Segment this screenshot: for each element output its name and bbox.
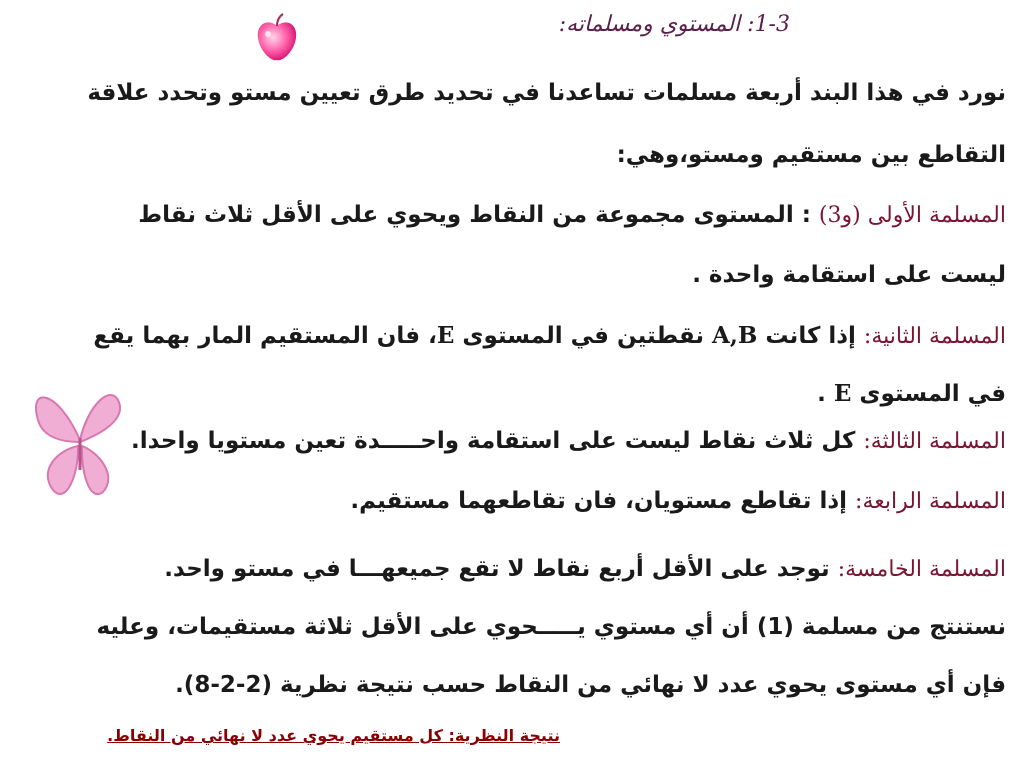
postulate-2-text-b: نقطتين في المستوى <box>454 323 713 349</box>
intro-line-1: نورد في هذا البند أربعة مسلمات تساعدنا في تحديد طرق تعيين مستو وتحدد علاقة <box>87 80 1006 106</box>
postulate-1-label: المسلمة الأولى (و3) <box>818 203 1006 228</box>
postulate-5 <box>164 556 1006 582</box>
postulate-2 <box>93 322 1006 349</box>
postulate-4-text: إذا تقاطع مستويان، فان تقاطعهما مستقيم. <box>350 488 856 514</box>
postulate-3-label: المسلمة الثالثة: <box>863 429 1006 454</box>
theorem-result-footnote: نتيجة النظرية: كل مستقيم يحوي عدد لا نهائي من النقاط. <box>107 726 560 745</box>
butterfly-decoration-icon <box>18 380 138 510</box>
postulate-1-line-2: ليست على استقامة واحدة . <box>692 262 1006 288</box>
conclusion-line-2: فإن أي مستوى يحوي عدد لا نهائي من النقاط حسب نتيجة نظرية (2-2-8). <box>175 672 1006 698</box>
postulate-2-text-a: إذا كانت <box>757 323 864 349</box>
postulate-1-text: : المستوى مجموعة من النقاط ويحوي على الأقل ثلاث نقاط <box>138 202 819 228</box>
plane-e-2: E <box>833 380 852 407</box>
postulate-1 <box>138 202 1006 228</box>
postulate-4-label: المسلمة الرابعة: <box>855 489 1006 514</box>
postulate-4 <box>350 488 1006 514</box>
postulate-3 <box>131 428 1006 454</box>
plane-e: E <box>436 322 455 349</box>
postulate-2-line-2 <box>817 380 1006 407</box>
postulate-5-label: المسلمة الخامسة: <box>837 557 1006 582</box>
conclusion-line-1: نستنتج من مسلمة (1) أن أي مستوي يـــــحوي على الأقل ثلاثة مستقيمات، وعليه <box>96 614 1006 640</box>
postulate-5-text: توجد على الأقل أربع نقاط لا تقع جميعهـــا في مستو واحد. <box>164 556 838 582</box>
postulate-3-text: كل ثلاث نقاط ليست على استقامة واحـــــدة تعين مستويا واحدا. <box>131 428 864 454</box>
postulate-2-text-c: ، فان المستقيم المار بهما يقع <box>93 323 437 349</box>
postulate-2-label: المسلمة الثانية: <box>863 324 1006 349</box>
postulate-2-line-2-b: . <box>817 381 834 407</box>
points-ab: A,B <box>712 322 758 349</box>
postulate-2-line-2-a: في المستوى <box>851 381 1006 407</box>
apple-heart-icon <box>250 12 304 66</box>
intro-line-2: التقاطع بين مستقيم ومستو،وهي: <box>616 142 1006 168</box>
section-title: 1-3: المستوي ومسلماته: <box>558 12 790 37</box>
